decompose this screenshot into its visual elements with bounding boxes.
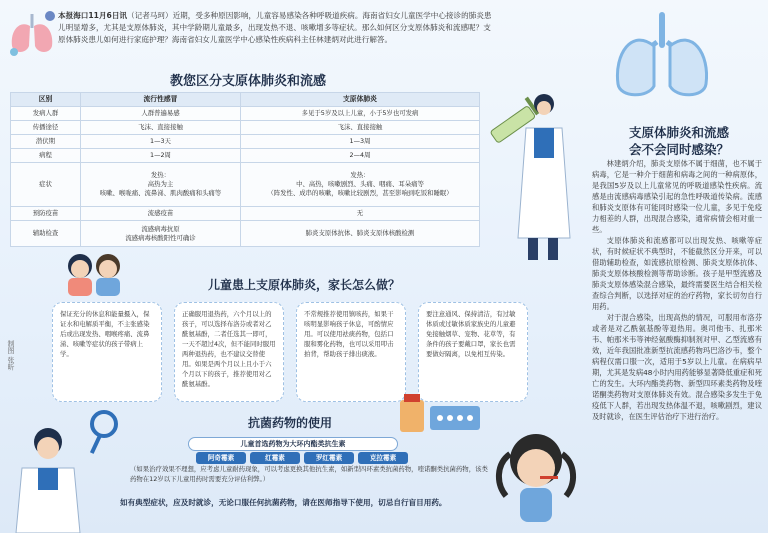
- medicine-illustration: [396, 392, 486, 436]
- drug-azithromycin: 阿奇霉素: [196, 452, 246, 464]
- table-row: [11, 163, 480, 207]
- right-paragraph: 对于混合感染，出现高热的情况，可服用布洛芬或者是对乙酰氨基酚等退热用。奥司他韦、扎那米韦、帕那米韦等神经氨酸酶抑制剂对甲、乙型流感有效，近年我国批准新型抗流感药物玛巴洛沙韦，整个病程仅需口服一次，适用于5岁以上儿童。在病病早期，尤其是发病48小时内用药能够显著降低重症和死亡的发生。大环内酯类药物、新型四环素类药物及喹诺酮类药物对支原体肺炎有效。混合感染多发生于免疫低下人群，若出现发热体温不退，咳嗽剧烈，建议及时就诊，在医生评估治疗下进行治疗。: [592, 313, 762, 421]
- right-column-body: [592, 158, 762, 422]
- myco-cell: 发热： 中、高热，咳嗽剧烈、头痛、咽痛、耳朵痛等 （阵发性、成串的咳嗽，咳嗽比较剧烈，甚至影响到吃饭和睡眠）: [241, 163, 480, 207]
- flu-cell: 流感病毒抗原 流感病毒核酸阳性可确诊: [81, 221, 241, 247]
- drug-erythromycin: 红霉素: [250, 452, 300, 464]
- row-label: 预防疫苗: [11, 207, 81, 221]
- myco-cell: 肺炎支原体抗体、肺炎支原体核酸检测: [241, 221, 480, 247]
- myco-cell: 多见于5岁及以上儿童，小于5岁也可发病: [241, 107, 480, 121]
- intro-text: 近期，受多种原因影响，儿童容易感染各种呼吸道疾病。海南省妇女儿童医学中心接诊的肺炎患儿明显增多，尤其是支原体肺炎，其中学龄期儿童最多，出现发热不退、咳嗽增多等症状。那么如何区分支原体肺炎和流感呢？支原体肺炎患儿如何进行家庭护理？海南省妇女儿童医学中心感染性疾病科主任林建炳对此进行解答。: [58, 11, 492, 44]
- row-label: 症状: [11, 163, 81, 207]
- myco-cell: 2—4周: [241, 149, 480, 163]
- right-title-line2: 会不会同时感染？: [628, 142, 729, 157]
- doctor-magnifier-illustration: [8, 408, 120, 533]
- myco-cell: 无: [241, 207, 480, 221]
- intro-paragraph: [58, 10, 498, 46]
- table-row: [11, 121, 480, 135]
- table-row: [11, 135, 480, 149]
- header-flu: 流行性感冒: [81, 93, 241, 107]
- flu-cell: 1—2周: [81, 149, 241, 163]
- table-header-row: [11, 93, 480, 107]
- table-title: 教您区分支原体肺炎和流感: [170, 74, 327, 89]
- antibiotics-advice: 如有典型症状，应及时就诊，无论口服任何抗菌药物，请在医师指导下使用，切忌自行盲目用药。: [120, 498, 447, 507]
- row-label: 潜伏期: [11, 135, 81, 149]
- comparison-table: [10, 92, 480, 247]
- myco-cell: 飞沫、直接接触: [241, 121, 480, 135]
- intro-lead: 本报海口11月6日讯: [58, 11, 128, 20]
- drug-clarithromycin: 克拉霉素: [358, 452, 408, 464]
- children-illustration: [60, 248, 130, 298]
- care-card-fever: 正确服用退热药，六个月以上的孩子，可以选择布洛芬或者对乙酰氨基酚，二者任选其一即可，一天不超过4次，但不能同时服用两种退热药，也不建议交替使用。如果是两个月以上且小于六个月以下的孩子，推荐使用对乙酰氨基酚。: [174, 302, 284, 402]
- antibiotics-note: （如果治疗效果不理想，应考虑儿童耐药现象，可以考虑更换其他抗生素，如新型四环素类抗菌药物，喹诺酮类抗菌药物，该类药物在12岁以下儿童用药时需要充分评估利弊。）: [130, 465, 488, 483]
- care-title: 儿童患上支原体肺炎，家长怎么做？: [208, 278, 401, 292]
- flu-cell: 飞沫、直接接触: [81, 121, 241, 135]
- myco-cell: 1—3周: [241, 135, 480, 149]
- right-title-line1: 支原体肺炎和流感: [628, 125, 729, 140]
- row-label: 辅助检查: [11, 221, 81, 247]
- antibiotics-title: 抗菌药物的使用: [248, 416, 333, 430]
- header-myco: 支原体肺炎: [241, 93, 480, 107]
- lungs-virus-illustration: [6, 6, 58, 58]
- table-row: [11, 221, 480, 247]
- row-label: 病程: [11, 149, 81, 163]
- header-diff: 区别: [11, 93, 81, 107]
- table-row: [11, 149, 480, 163]
- credit: 制图 张昕: [7, 340, 15, 371]
- row-label: 传播途径: [11, 121, 81, 135]
- care-card-cough: 不常规推荐使用镇咳药，如果干咳明显影响孩子休息，可酌情应用。可以使用祛痰药物，包括口服和雾化药物，也可以采用叩击拍背，帮助孩子排出痰液。: [296, 302, 406, 402]
- care-card-rest: 保证充分的休息和能量摄入，保证水和电解质平衡，不主张感染后或出现发热、咽喉疼痛、流鼻涕、咳嗽等症状的孩子带病上学。: [52, 302, 162, 402]
- flu-cell: 发热： 高热为主 咳嗽、喉咙痛、流鼻涕、肌肉酸痛和头痛等: [81, 163, 241, 207]
- lungs-icon: [602, 6, 722, 106]
- right-paragraph: 林建炳介绍，肺炎支原体不属于细菌，也不属于病毒，它是一种介于细菌和病毒之间的一种病原体，是我国5岁及以上儿童常见的呼吸道感染性疾病。流感是由流感病毒感染引起的急性呼吸道传染病。流感和肺炎支原体有可能同时感染一位儿童，多见于免疫力相差的人群，出现混合感染，通常病情会相对重一些。: [592, 159, 762, 234]
- right-column-title: [604, 124, 754, 158]
- sick-child-illustration: [490, 424, 582, 533]
- intro-reporter: （记者马珂）: [127, 11, 173, 20]
- care-card-hygiene: 要注意通风、保持清洁，有过敏体质或过敏体质家族史的儿童避免接触烟草、宠物、花草等，有条件的孩子要戴口罩，家长也需要做好隔离，以免相互传染。: [418, 302, 528, 402]
- flu-cell: 人群普遍易感: [81, 107, 241, 121]
- doctor-syringe-illustration: [482, 88, 582, 268]
- row-label: 发病人群: [11, 107, 81, 121]
- right-paragraph: 支原体肺炎和流感都可以出现发热、咳嗽等症状，有时候症状不典型时，不能截然区分开来，可以借助辅助检查，如流感抗原检测、肺炎支原体抗体、肺炎支原体核酸检测等帮助诊断。孩子是甲型流感及肺炎支原体感染混合感染，最终需要医生结合相关检查综合判断，以选择对症的治疗药物，家长切勿自行用药。: [592, 236, 762, 311]
- table-row: [11, 107, 480, 121]
- drug-roxithromycin: 罗红霉素: [304, 452, 354, 464]
- flu-cell: 流感疫苗: [81, 207, 241, 221]
- flu-cell: 1—3天: [81, 135, 241, 149]
- antibiotics-subtitle: 儿童首选药物为大环内酯类抗生素: [188, 437, 398, 451]
- table-row: [11, 207, 480, 221]
